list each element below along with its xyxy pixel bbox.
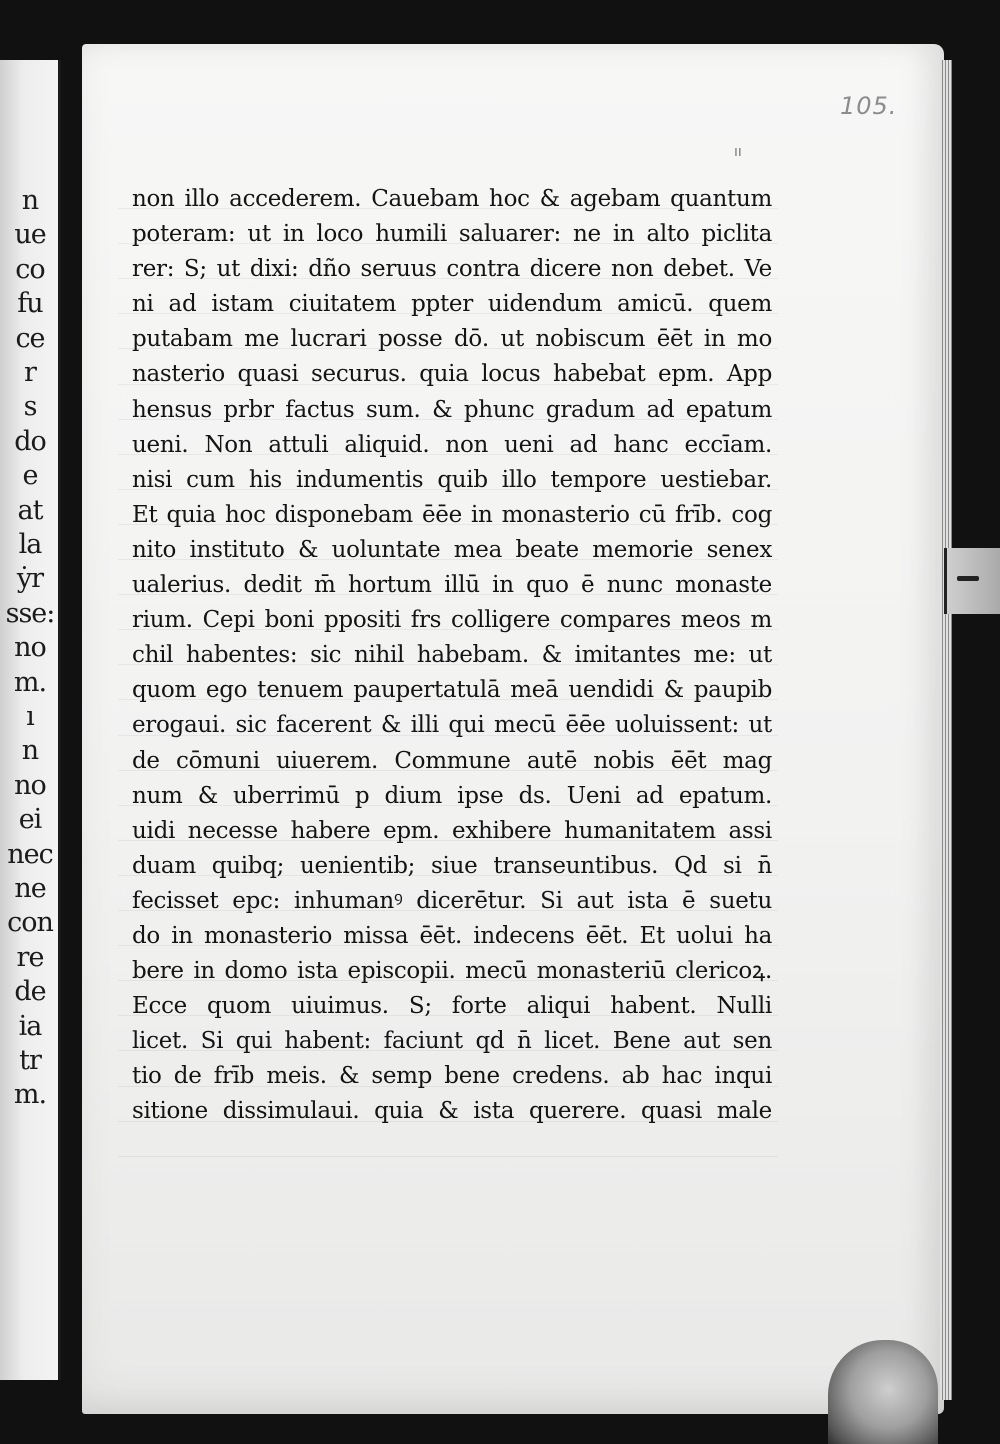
text-line: poteram: ut in loco humili saluarer: ne in alto piclita [132,221,772,248]
holding-thumb [828,1340,938,1444]
text-line: non illo accederem. Cauebam hoc & agebam quantum [132,186,772,212]
text-line: bere in domo ista episcopii. mecū monasteriū clericoꝝ. [132,958,772,985]
left-page-text: ı [26,701,34,732]
left-page-fragment [0,60,61,1380]
text-line: ni ad istam ciuitatem ppter uidendum amicū. quem [132,291,772,318]
text-line: rium. Cepi boni ppositi frs colligere compares meos m [132,607,772,634]
text-line: Ecce quom uiuimus. S; forte aliqui habent. Nulli [132,993,772,1020]
left-page-text: ei [18,804,42,836]
text-line: quom ego tenuem paupertatulā meā uendidi & paupib [132,677,772,704]
left-page-text: no [14,769,46,801]
text-line: rer: S; ut dixi: dño seruus contra dicere non debet. Ve [132,256,772,283]
left-page-text: do [14,425,46,457]
text-line: Et quia hoc disponebam ēēe in monasterio cū frīb. cog [132,501,772,528]
left-page-text: de [14,976,46,1008]
manuscript-text [132,182,772,1130]
folio-number: 105. [840,92,898,120]
left-page-text: n [21,735,39,767]
text-line: nito instituto & uoluntate mea beate memorie senex [132,536,772,563]
left-page-text: m. [13,666,47,698]
left-page-text: r [24,357,36,388]
left-page-text: co [15,253,45,285]
text-line: sitione dissimulaui. quia & ista querere. quasi male [132,1098,772,1125]
page-edge-stack [940,60,952,1400]
text-line: licet. Si qui habent: faciunt qd n̄ licet. Bene aut sen [132,1028,772,1055]
left-page-text: nec [7,838,53,870]
corner-marks: ıı [734,144,742,160]
left-page-text: ẏr [16,563,44,595]
text-line: duam quibq; uenientib; siue transeuntibus. Qd si n̄ [132,852,772,879]
left-page-text: s [23,391,37,423]
text-line: tio de frīb meis. & semp bene credens. ab hac inqui [132,1063,772,1090]
text-line: de cōmuni uiuerem. Commune autē nobis ēēt mag [132,747,772,774]
left-page-text: e [22,460,38,492]
tab-mark [957,576,979,581]
text-line: num & uberrimū p dium ipse ds. Ueni ad epatum. [132,782,772,809]
text-line: do in monasterio missa ēēt. indecens ēēt. Et uolui ha [132,922,772,949]
left-page-text: n [21,185,39,216]
text-line: nasterio quasi securus. quia locus habebat epm. App [132,361,772,388]
text-line: erogaui. sic facerent & illi qui mecū ēēe uoluissent: ut [132,712,772,739]
text-line: ueni. Non attuli aliquid. non ueni ad hanc eccīam. [132,431,772,458]
paper-tab [944,548,1000,614]
left-page-text: con [7,907,53,939]
left-page-text: m. [13,1079,47,1111]
text-line: ualerius. dedit m̄ hortum illū in quo ē nunc monaste [132,572,772,599]
left-page-text: re [16,941,44,973]
left-page-text: ce [15,322,45,354]
text-line: fecisset epc: inhumanꝰ dicerētur. Si aut ista ē suetu [132,887,772,914]
text-line: nisi cum his indumentis quib illo tempore uestiebar. [132,466,772,493]
text-line: putabam me lucrari posse dō. ut nobiscum ēēt in mo [132,326,772,353]
left-page-text: ia [18,1010,42,1042]
text-line: chil habentes: sic nihil habebam. & imitantes me: ut [132,642,772,669]
left-page-text: at [17,494,43,526]
text-line: uidi necesse habere epm. exhibere humanitatem assi [132,817,772,844]
left-page-text: la [18,529,42,560]
left-page-text: sse: [5,597,55,629]
left-page-text: tr [19,1045,41,1076]
left-page-text: fu [17,288,43,320]
text-line: hensus prbr factus sum. & phunc gradum ad epatum [132,396,772,423]
left-page-text: no [14,632,46,664]
left-page-text: ue [14,219,46,251]
left-page-text: ne [14,873,46,904]
